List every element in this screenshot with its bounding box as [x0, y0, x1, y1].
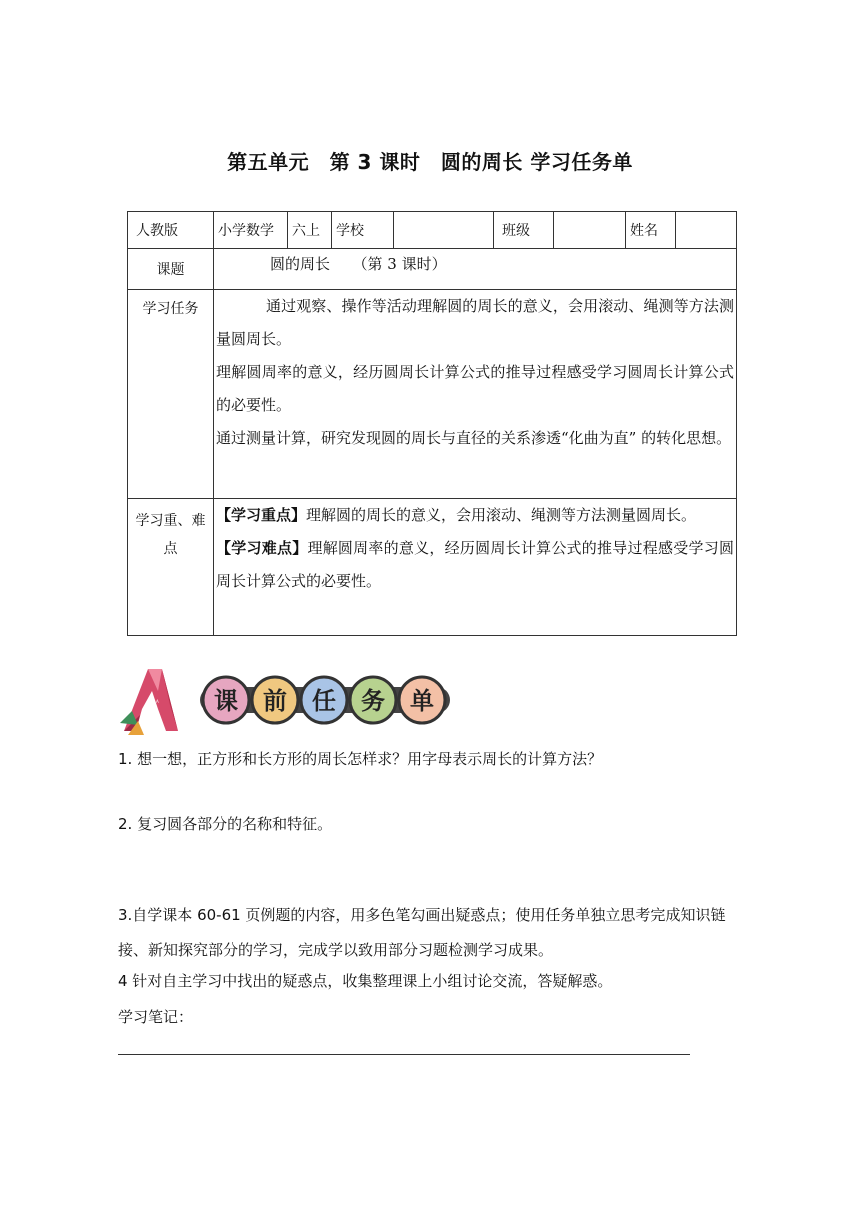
- difficulty-text: 理解圆周率的意义，经历圆周长计算公式的推导过程感受学习圆周长计算公式的必要性。: [216, 539, 734, 590]
- banner-char: 课: [214, 687, 238, 715]
- task-paragraph-3: 通过测量计算，研究发现圆的周长与直径的关系渗透“化曲为直” 的转化思想。: [216, 429, 732, 447]
- class-label: 班级: [494, 212, 554, 249]
- task-paragraph-2: 理解圆周率的意义，经历圆周长计算公式的推导过程感受学习圆周长计算公式的必要性。: [216, 363, 734, 414]
- name-field[interactable]: [676, 212, 737, 249]
- banner-graphic: [118, 665, 458, 737]
- key-points-row: [128, 499, 737, 636]
- focus-text: 理解圆的周长的意义，会用滚动、绳测等方法测量圆周长。: [306, 506, 697, 524]
- publisher-cell: 人教版: [128, 212, 214, 249]
- page-title: 第五单元 第 3 课时 圆的周长 学习任务单: [227, 150, 633, 174]
- header-row: [128, 212, 737, 249]
- class-field[interactable]: [554, 212, 626, 249]
- tasks-content: [214, 290, 737, 499]
- banner-char: 前: [263, 687, 287, 715]
- name-label: 姓名: [626, 212, 676, 249]
- focus-paragraph: [216, 499, 734, 532]
- letter-a-logo: [120, 669, 178, 735]
- banner-char: 单: [410, 687, 434, 715]
- question-4: 4 针对自主学习中找出的疑惑点，收集整理课上小组讨论交流，答疑解惑。: [118, 972, 613, 990]
- key-points-label: [128, 499, 214, 636]
- pre-class-task-banner: [118, 665, 458, 737]
- question-3: 3.自学课本 60-61 页例题的内容，用多色笔勾画出疑惑点；使用任务单独立思考完成知识链接、新知探究部分的学习，完成学以致用部分习题检测学习成果。: [118, 906, 726, 959]
- difficulty-paragraph: [216, 532, 734, 598]
- topic-value: [214, 249, 737, 290]
- notes-label: 学习笔记：: [118, 1008, 194, 1026]
- focus-tag: 【学习重点】: [216, 506, 307, 524]
- tasks-label: 学习任务: [128, 290, 214, 499]
- topic-label: 课题: [128, 249, 214, 290]
- question-2: 2. 复习圆各部分的名称和特征。: [118, 815, 333, 833]
- key-points-label-line2: 点: [163, 541, 178, 557]
- question-1: 1. 想一想，正方形和长方形的周长怎样求？用字母表示周长的计算方法？: [118, 750, 603, 768]
- school-field[interactable]: [394, 212, 494, 249]
- difficulty-tag: 【学习难点】: [216, 539, 308, 557]
- key-points-label-line1: 学习重、难: [135, 513, 206, 529]
- task-paragraph-1: 通过观察、操作等活动理解圆的周长的意义，会用滚动、绳测等方法测量圆周长。: [216, 297, 734, 348]
- topic-row: [128, 249, 737, 290]
- banner-char: 务: [361, 687, 385, 715]
- info-table: [127, 211, 737, 636]
- topic-text: 圆的周长 （第 3 课时）: [270, 255, 447, 273]
- school-label: 学校: [332, 212, 394, 249]
- letter-a-text: A: [156, 699, 159, 704]
- key-points-content: [214, 499, 737, 636]
- subject-cell: 小学数学: [214, 212, 288, 249]
- notes-line[interactable]: [118, 1054, 690, 1055]
- banner-char: 任: [312, 687, 336, 715]
- tasks-row: [128, 290, 737, 499]
- grade-cell: 六上: [288, 212, 332, 249]
